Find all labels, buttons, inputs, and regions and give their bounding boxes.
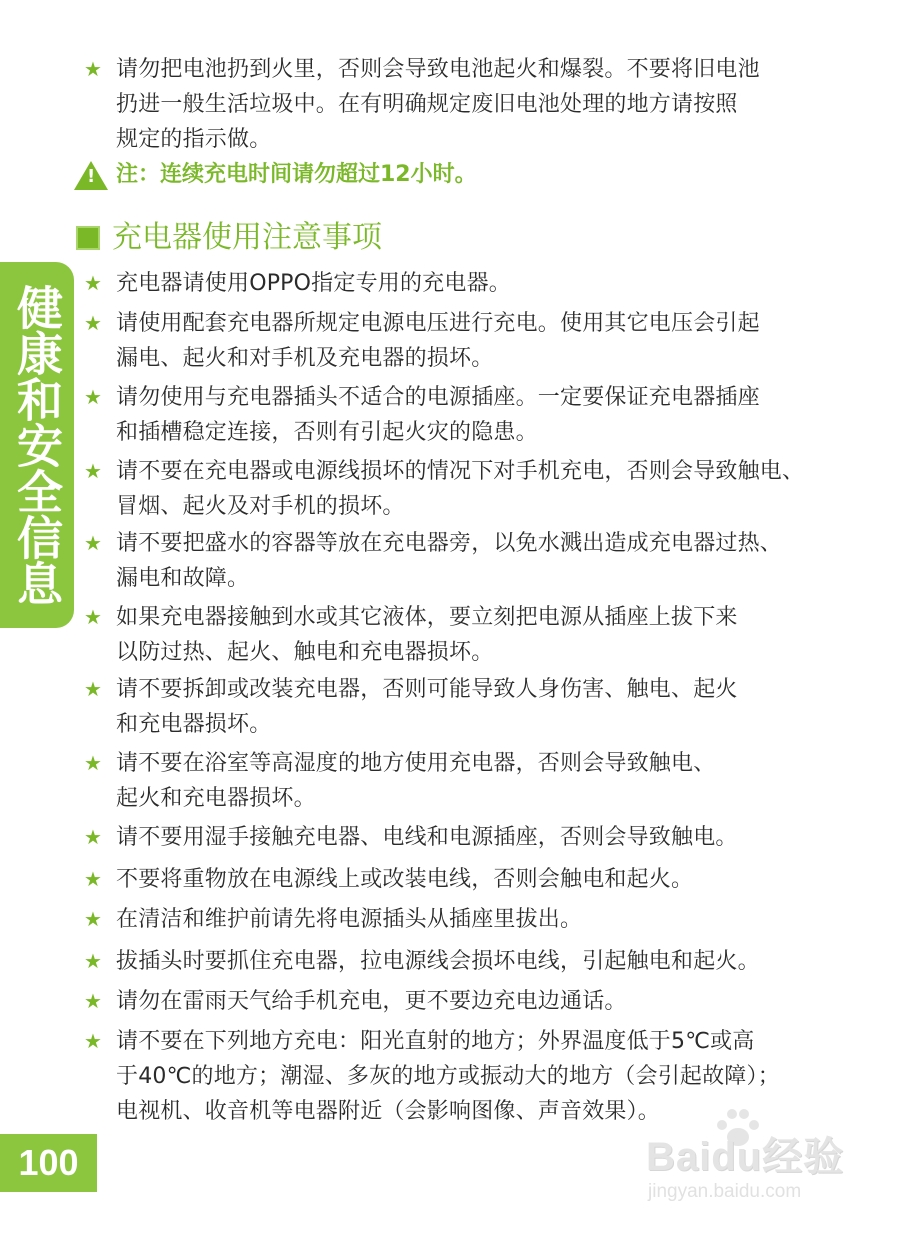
list-item [84,902,844,937]
section-heading [76,218,382,258]
list-item-text: 在清洁和维护前请先将电源插头从插座里拔出。 [116,907,583,932]
star-bullet-icon: ★ [84,605,102,629]
star-bullet-icon: ★ [84,677,102,701]
list-item [84,526,844,596]
list-item-text: 请不要拆卸或改装充电器，否则可能导致人身伤害、触电、起火 和充电器损坏。 [116,677,738,737]
list-item-text: 请勿使用与充电器插头不适合的电源插座。一定要保证充电器插座 和插槽稳定连接，否则有引起火灾的隐患。 [116,385,760,445]
list-item [84,820,844,855]
chapter-side-tab [0,262,74,628]
list-item [84,862,844,897]
watermark-logo: Baidu经验 [646,1135,845,1179]
list-item [84,306,844,376]
star-bullet-icon: ★ [84,751,102,775]
section-title: 充电器使用注意事项 [112,220,382,255]
star-bullet-icon: ★ [84,271,102,295]
list-item [84,984,844,1019]
list-item [84,380,844,450]
star-bullet-icon: ★ [84,1029,102,1053]
list-item-text: 请不要在浴室等高湿度的地方使用充电器，否则会导致触电、 起火和充电器损坏。 [116,751,716,811]
list-item [84,746,844,816]
list-item [84,944,844,979]
page-number: 100 [0,1134,97,1192]
list-item-text: 请不要用湿手接触充电器、电线和电源插座，否则会导致触电。 [116,825,738,850]
list-item-text: 请不要把盛水的容器等放在充电器旁，以免水溅出造成充电器过热、 漏电和故障。 [116,531,783,591]
star-bullet-icon: ★ [84,949,102,973]
star-bullet-icon: ★ [84,385,102,409]
watermark [640,1105,890,1215]
warning-note [74,158,477,192]
list-item-text: 充电器请使用OPPO指定专用的充电器。 [116,271,511,296]
list-item-text: 不要将重物放在电源线上或改装电线，否则会触电和起火。 [116,867,694,892]
star-bullet-icon: ★ [84,907,102,931]
star-bullet-icon: ★ [84,531,102,555]
list-item-text: 请不要在充电器或电源线损坏的情况下对手机充电，否则会导致触电、 冒烟、起火及对手机的损坏。 [116,459,805,519]
watermark-url: jingyan.baidu.com [648,1181,802,1202]
list-item [84,672,844,742]
chapter-title: 健康和安全信息 [10,284,64,606]
list-item-text: 请不要在下列地方充电：阳光直射的地方；外界温度低于5℃或高 于40℃的地方；潮湿、多灰的地方或振动大的地方（会引起故障）； 电视机、收音机等电器附近（会影响图像、声音效果）。 [116,1029,780,1124]
list-item [84,266,844,301]
warning-note-text: 注：连续充电时间请勿超过12小时。 [116,162,477,187]
list-item-text: 拔插头时要抓住充电器，拉电源线会损坏电线，引起触电和起火。 [116,949,760,974]
list-item-text: 请勿在雷雨天气给手机充电，更不要边充电边通话。 [116,989,627,1014]
list-item-text: 请使用配套充电器所规定电源电压进行充电。使用其它电压会引起 漏电、起火和对手机及充电器的损坏。 [116,311,760,371]
star-bullet-icon: ★ [84,459,102,483]
list-item [84,454,844,524]
square-bullet-icon [76,226,100,250]
star-bullet-icon: ★ [84,989,102,1013]
list-item-text: 请勿把电池扔到火里，否则会导致电池起火和爆裂。不要将旧电池 扔进一般生活垃圾中。在有明确规定废旧电池处理的地方请按照 规定的指示做。 [116,57,760,152]
star-bullet-icon: ★ [84,867,102,891]
star-bullet-icon: ★ [84,825,102,849]
list-item-text: 如果充电器接触到水或其它液体，要立刻把电源从插座上拔下来 以防过热、起火、触电和充电器损坏。 [116,605,738,665]
star-bullet-icon: ★ [84,57,102,81]
star-bullet-icon: ★ [84,311,102,335]
list-item [84,52,844,157]
warning-icon [74,161,108,190]
list-item [84,600,844,670]
